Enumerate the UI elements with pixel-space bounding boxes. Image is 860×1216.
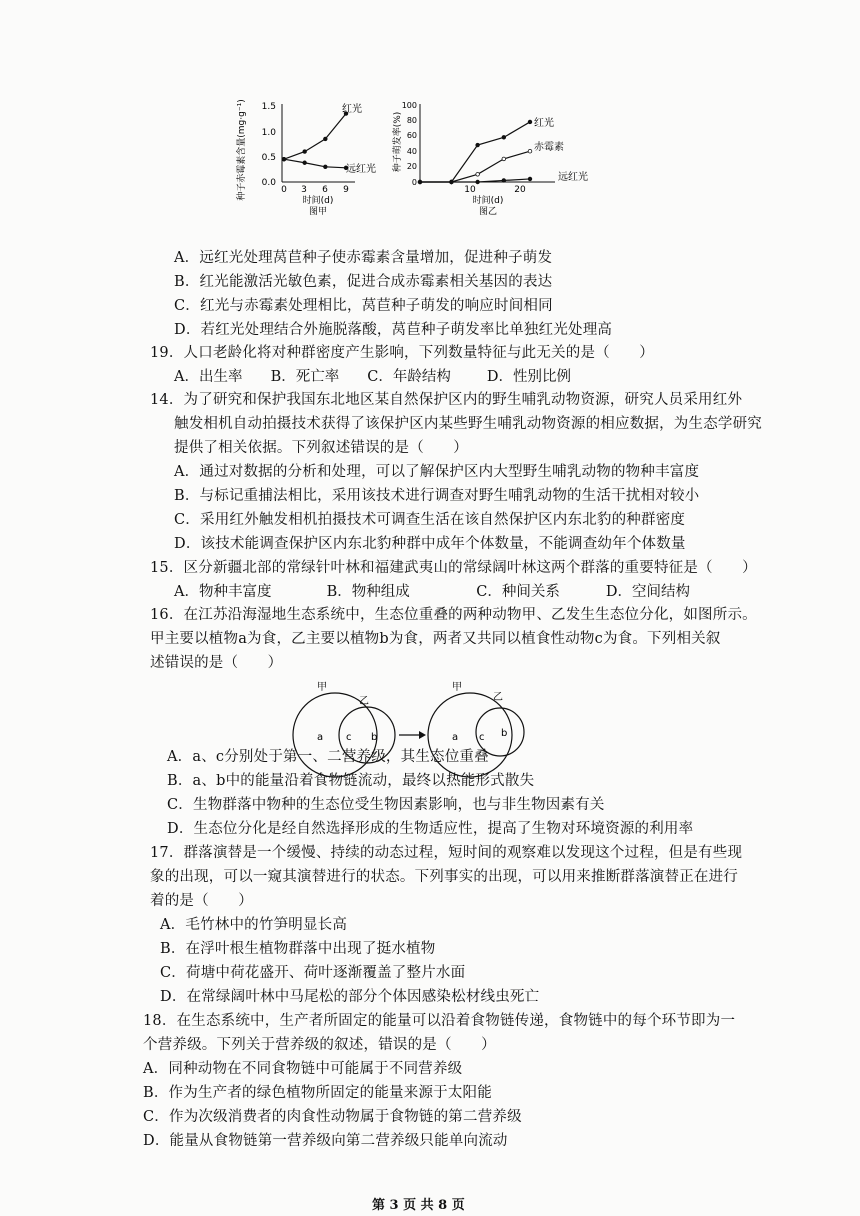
yi-ytick: 40 [406,147,417,156]
jia-ytick: 0.5 [261,153,276,163]
venn-label-c: c [479,732,485,743]
yi-xtick: 20 [514,185,526,195]
q16-stem-2: 甲主要以植物a为食，乙主要以植物b为食，两者又共同以植食性动物c为食。下列相关叙 [150,631,721,647]
venn-label-jia: 甲 [317,682,327,693]
q19-option-a: A．出生率 [174,369,243,385]
jia-xtick: 3 [301,185,307,195]
q19-option-d: D．性别比例 [486,369,571,385]
venn-label-c: c [346,732,352,743]
jia-xlabel: 时间(d) [302,196,334,206]
jia-xtick: 6 [322,185,328,195]
yi-series-line [420,151,530,182]
q13-option-a: A．远红光处理莴苣种子使赤霉素含量增加，促进种子萌发 [174,250,553,266]
q16-option-b: B．a、b中的能量沿着食物链流动，最终以热能形式散失 [167,773,535,789]
jia-ytick: 0.0 [261,178,276,188]
yi-data-point [476,180,480,184]
q18-option-c: C．作为次级消费者的肉食性动物属于食物链的第二营养级 [143,1109,522,1125]
figure-jia-yi [230,92,630,222]
page-footer: 第 3 页 共 8 页 [372,1198,465,1213]
q14-stem-1: 14．为了研究和保护我国东北地区某自然保护区内的野生哺乳动物资源，研究人员采用红外 [150,392,743,408]
venn-label-yi: 乙 [493,692,503,703]
q15-stem: 15．区分新疆北部的常绿针叶林和福建武夷山的常绿阔叶林这两个群落的重要特征是（ ） [150,560,757,576]
jia-series-label: 红光 [342,104,362,115]
yi-data-point [418,180,422,184]
jia-series-line [284,159,346,168]
yi-ytick: 80 [406,116,417,125]
venn-label-a: a [452,732,459,743]
q17-option-a: A．毛竹林中的竹笋明显长高 [160,917,348,933]
q15-option-b: B．物种组成 [326,584,410,600]
yi-series-label: 红光 [534,118,554,129]
yi-data-point [502,179,506,183]
yi-data-point [528,177,532,181]
venn-label-jia: 甲 [452,682,462,693]
venn-label-b: b [501,728,508,739]
yi-data-point [528,120,532,124]
jia-data-point [282,157,286,161]
yi-ytick: 60 [406,131,417,140]
jia-series-label: 远红光 [346,164,376,175]
q14-option-c: C．采用红外触发相机拍摄技术可调查生活在该自然保护区内东北豹的种群密度 [174,512,686,528]
q16-stem-1: 16．在江苏沿海湿地生态系统中，生态位重叠的两种动物甲、乙发生生态位分化，如图所示。 [150,607,757,623]
q17-stem-3: 着的是（ ） [150,893,253,909]
q14-option-d: D．该技术能调查保护区内东北豹种群中成年个体数量，不能调查幼年个体数量 [174,536,686,552]
q17-option-c: C．荷塘中荷花盛开、荷叶逐渐覆盖了整片水面 [160,965,466,981]
q17-option-b: B．在浮叶根生植物群落中出现了挺水植物 [160,941,436,957]
q15-options [174,582,690,602]
yi-data-point [476,143,480,147]
yi-xtick: 10 [464,185,476,195]
chart-jia [235,99,376,217]
yi-data-point [528,149,532,153]
yi-data-point [502,157,506,161]
q16-option-d: D．生态位分化是经自然选择形成的生物适应性，提高了生物对环境资源的利用率 [167,821,694,837]
q15-option-d: D．空间结构 [605,584,690,600]
jia-data-point [324,165,328,169]
q15-option-a: A．物种丰富度 [174,584,272,600]
q18-option-d: D．能量从食物链第一营养级向第二营养级只能单向流动 [143,1133,508,1149]
jia-ytick: 1.0 [261,128,276,138]
yi-data-point [450,180,454,184]
q13-option-c: C．红光与赤霉素处理相比，莴苣种子萌发的响应时间相同 [174,298,553,314]
yi-data-point [502,136,506,140]
q13-option-b: B．红光能激活光敏色素，促进合成赤霉素相关基因的表达 [174,274,553,290]
q14-stem-3: 提供了相关依据。下列叙述错误的是（ ） [174,440,468,456]
q16-stem-3: 述错误的是（ ） [150,655,283,671]
jia-data-point [303,150,307,154]
jia-data-point [303,161,307,165]
q17-stem-2: 象的出现，可以一窥其演替进行的状态。下列事实的出现，可以用来推断群落演替正在进行 [150,869,738,885]
q15-option-c: C．种间关系 [476,584,560,600]
q19-stem: 19．人口老龄化将对种群密度产生影响，下列数量特征与此无关的是（ ） [150,345,654,361]
q13-option-d: D．若红光处理结合外施脱落酸，莴苣种子萌发率比单独红光处理高 [174,322,613,338]
yi-ytick: 100 [401,101,417,110]
jia-series-line [284,114,346,160]
yi-caption: 图乙 [478,207,498,217]
q18-stem-1: 18．在生态系统中，生产者所固定的能量可以沿着食物链传递，食物链中的每个环节即为一 [143,1013,736,1029]
yi-ytick: 0 [411,178,417,187]
yi-xlabel: 时间(d) [472,196,504,206]
arrow-icon [399,731,426,739]
venn-label-b: b [371,732,378,743]
jia-xtick: 9 [343,185,349,195]
q19-options [174,367,571,387]
yi-series-label: 远红光 [558,172,588,183]
q18-option-b: B．作为生产者的绿色植物所固定的能量来源于太阳能 [143,1085,492,1101]
jia-ytick: 1.5 [261,102,276,112]
q14-stem-2: 触发相机自动拍摄技术获得了该保护区内某些野生哺乳动物资源的相应数据，为生态学研究 [174,416,762,432]
venn-label-yi: 乙 [359,696,369,707]
q16-option-a: A．a、c分别处于第一、二营养级，其生态位重叠 [167,749,489,765]
yi-series-label: 赤霉素 [534,142,564,153]
q19-option-b: B．死亡率 [270,369,340,385]
q14-option-a: A．通过对数据的分析和处理，可以了解保护区内大型野生哺乳动物的物种丰富度 [174,464,700,480]
yi-series-line [420,122,530,182]
yi-ytick: 20 [406,162,417,171]
venn-label-a: a [317,732,324,743]
q16-option-c: C．生物群落中物种的生态位受生物因素影响，也与非生物因素有关 [167,797,605,813]
yi-ylabel: 种子萌发率(%) [393,111,403,173]
jia-data-point [324,137,328,141]
jia-xtick: 0 [281,185,287,195]
q19-option-c: C．年龄结构 [367,369,451,385]
q18-option-a: A．同种动物在不同食物链中可能属于不同营养级 [143,1061,463,1077]
q17-option-d: D．在常绿阔叶林中马尾松的部分个体因感染松材线虫死亡 [160,989,540,1005]
yi-data-point [476,173,480,177]
chart-yi [391,101,588,217]
jia-ylabel: 种子赤霉素含量(mg·g⁻¹) [237,99,247,201]
q14-option-b: B．与标记重捕法相比，采用该技术进行调查对野生哺乳动物的生活干扰相对较小 [174,488,700,504]
q18-stem-2: 个营养级。下列关于营养级的叙述，错误的是（ ） [143,1037,496,1053]
q17-stem-1: 17．群落演替是一个缓慢、持续的动态过程，短时间的观察难以发现这个过程，但是有些现 [150,845,743,861]
jia-caption: 图甲 [308,207,328,217]
